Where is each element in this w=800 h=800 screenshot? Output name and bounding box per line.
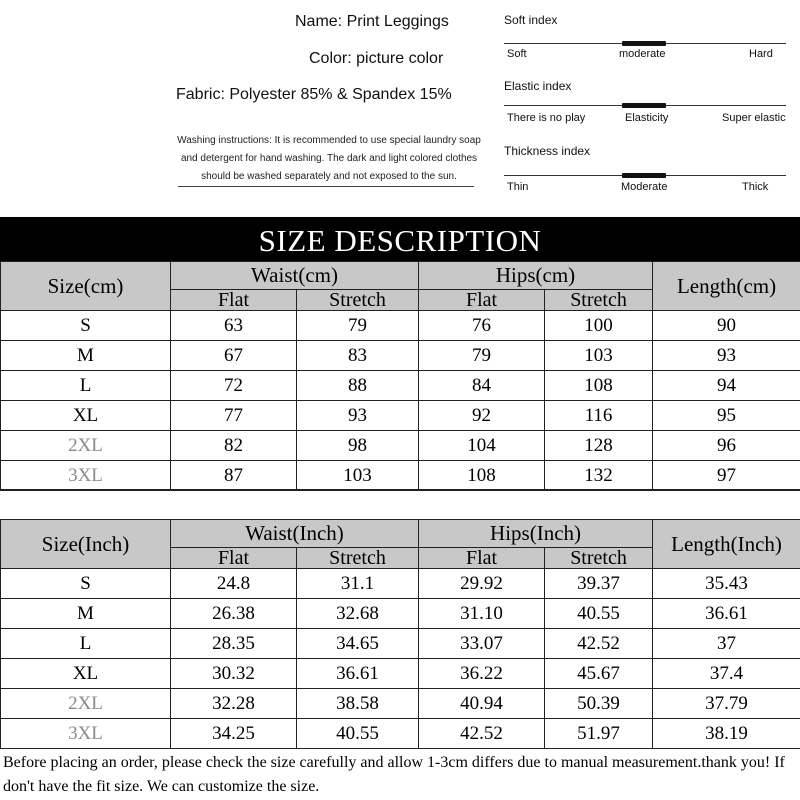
size-cell: 3XL [1,719,171,749]
stretch-header: Stretch [297,548,419,569]
value-cell: 51.97 [545,719,653,749]
flat-header: Flat [171,548,297,569]
value-cell: 79 [297,311,419,341]
value-cell: 39.37 [545,569,653,599]
size-cell: XL [1,401,171,431]
table-row [1,689,800,719]
size-cell: S [1,569,171,599]
value-cell: 116 [545,401,653,431]
size-cell: XL [1,659,171,689]
product-fabric: Fabric: Polyester 85% & Spandex 15% [176,86,452,103]
stretch-header: Stretch [297,290,419,311]
value-cell: 40.55 [297,719,419,749]
value-cell: 103 [545,341,653,371]
table-row [1,431,800,461]
value-cell: 26.38 [171,599,297,629]
value-cell: 34.65 [297,629,419,659]
index-label-right: Super elastic [722,112,786,124]
waist-header: Waist(cm) [171,262,419,290]
table-row [1,371,800,401]
value-cell: 32.68 [297,599,419,629]
hips-header: Hips(Inch) [419,520,653,548]
value-cell: 32.28 [171,689,297,719]
size-header: Size(Inch) [1,520,171,569]
flat-header: Flat [419,548,545,569]
value-cell: 34.25 [171,719,297,749]
value-cell: 24.8 [171,569,297,599]
table-row [1,659,800,689]
stretch-header: Stretch [545,290,653,311]
value-cell: 31.1 [297,569,419,599]
value-cell: 96 [653,431,800,461]
index-label-left: There is no play [507,112,586,124]
value-cell: 35.43 [653,569,800,599]
table-row [1,569,800,599]
value-cell: 104 [419,431,545,461]
value-cell: 103 [297,461,419,491]
value-cell: 108 [545,371,653,401]
value-cell: 92 [419,401,545,431]
size-cell: 2XL [1,431,171,461]
waist-header: Waist(Inch) [171,520,419,548]
stretch-header: Stretch [545,548,653,569]
size-cell: L [1,629,171,659]
value-cell: 77 [171,401,297,431]
value-cell: 37.4 [653,659,800,689]
table-row [1,719,800,749]
table-row [1,461,800,491]
value-cell: 132 [545,461,653,491]
table-row [1,311,800,341]
value-cell: 40.55 [545,599,653,629]
value-cell: 37.79 [653,689,800,719]
value-cell: 76 [419,311,545,341]
value-cell: 128 [545,431,653,461]
index-label-left: Soft [507,48,527,60]
index-marker [622,41,666,46]
value-cell: 82 [171,431,297,461]
value-cell: 93 [653,341,800,371]
table-header-row [1,262,800,290]
value-cell: 36.61 [297,659,419,689]
table-separator [0,489,800,521]
value-cell: 87 [171,461,297,491]
size-cell: M [1,599,171,629]
length-header: Length(Inch) [653,520,800,569]
size-cell: L [1,371,171,401]
value-cell: 37 [653,629,800,659]
value-cell: 42.52 [419,719,545,749]
value-cell: 108 [419,461,545,491]
value-cell: 42.52 [545,629,653,659]
value-cell: 88 [297,371,419,401]
value-cell: 93 [297,401,419,431]
value-cell: 36.22 [419,659,545,689]
value-cell: 94 [653,371,800,401]
value-cell: 45.67 [545,659,653,689]
table-row [1,599,800,629]
index-label-middle: Moderate [621,181,668,193]
flat-header: Flat [419,290,545,311]
value-cell: 38.19 [653,719,800,749]
index-label-right: Hard [749,48,773,60]
index-label-middle: moderate [619,48,666,60]
index-label-middle: Elasticity [625,112,669,124]
order-note: Before placing an order, please check the size carefully and allow 1-3cm differs due to manual measurement.thank you! If don't have the fit size. We can customize the size. [3,754,785,795]
value-cell: 28.35 [171,629,297,659]
hips-header: Hips(cm) [419,262,653,290]
size-header: Size(cm) [1,262,171,311]
value-cell: 95 [653,401,800,431]
product-color: Color: picture color [309,50,444,67]
value-cell: 33.07 [419,629,545,659]
value-cell: 40.94 [419,689,545,719]
value-cell: 63 [171,311,297,341]
value-cell: 90 [653,311,800,341]
value-cell: 98 [297,431,419,461]
size-cell: 3XL [1,461,171,491]
size-cell: S [1,311,171,341]
value-cell: 67 [171,341,297,371]
value-cell: 79 [419,341,545,371]
table-row [1,629,800,659]
product-name: Name: Print Leggings [295,13,449,30]
table-row [1,341,800,371]
index-label-right: Thick [742,181,769,193]
value-cell: 72 [171,371,297,401]
value-cell: 97 [653,461,800,491]
value-cell: 36.61 [653,599,800,629]
index-title: Thickness index [504,144,591,158]
value-cell: 83 [297,341,419,371]
size-table-cm [0,261,800,491]
value-cell: 50.39 [545,689,653,719]
index-title: Elastic index [504,79,572,93]
index-label-left: Thin [507,181,529,193]
value-cell: 100 [545,311,653,341]
washing-instructions: Washing instructions: It is recommended to use special laundry soap and detergent for hand washing. The dark and light colored clothes should be washed separately and not exposed to the sun. [177,135,481,182]
size-cell: 2XL [1,689,171,719]
value-cell: 31.10 [419,599,545,629]
size-table-inch [0,519,800,749]
size-cell: M [1,341,171,371]
value-cell: 29.92 [419,569,545,599]
index-title: Soft index [504,13,558,27]
table-row [1,401,800,431]
index-marker [622,103,666,108]
table-header-row [1,520,800,548]
value-cell: 30.32 [171,659,297,689]
length-header: Length(cm) [653,262,800,311]
value-cell: 38.58 [297,689,419,719]
divider [178,186,474,187]
index-marker [622,173,666,178]
value-cell: 84 [419,371,545,401]
flat-header: Flat [171,290,297,311]
size-description-banner: SIZE DESCRIPTION [0,217,800,261]
